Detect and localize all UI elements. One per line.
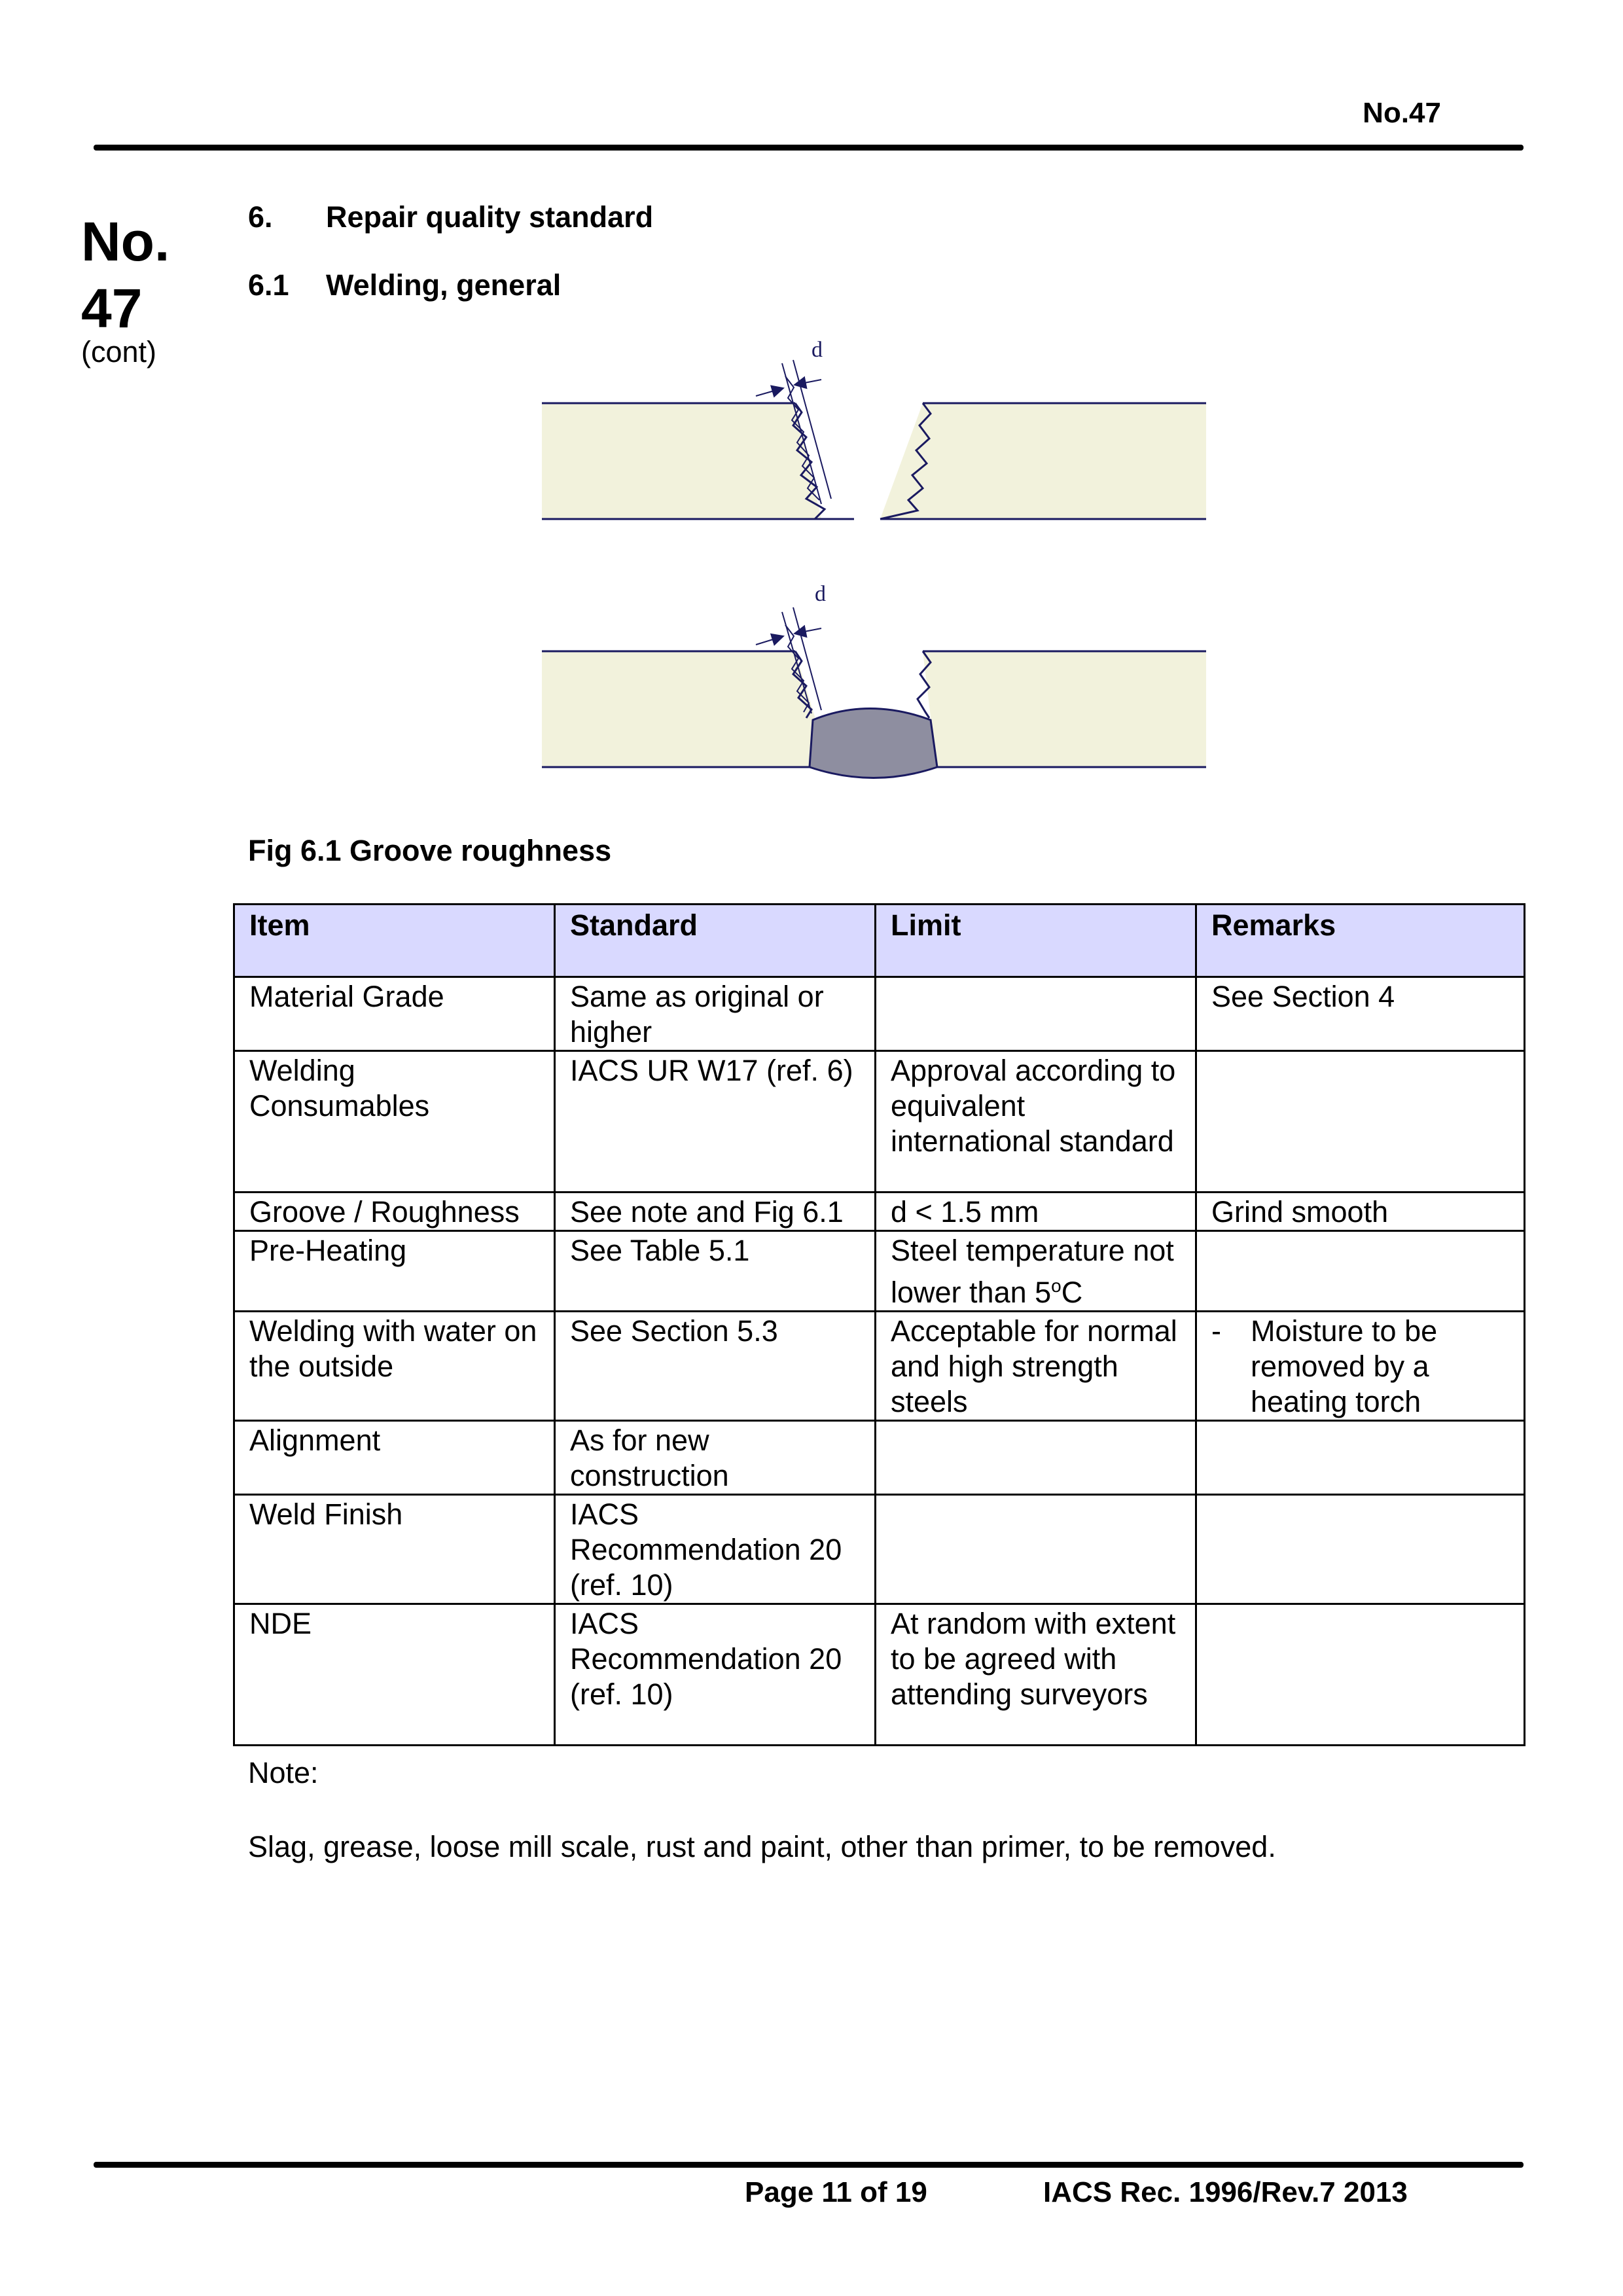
document-reference: IACS Rec. 1996/Rev.7 2013 xyxy=(1043,2176,1408,2208)
page-number: Page 11 of 19 xyxy=(745,2176,927,2208)
section-number: 6.1 xyxy=(248,268,289,302)
header-limit: Limit xyxy=(876,905,1196,977)
cell-remarks xyxy=(1196,1231,1525,1312)
cell-limit: d < 1.5 mm xyxy=(876,1193,1196,1231)
cell-remarks: See Section 4 xyxy=(1196,977,1525,1051)
groove-diagram-bottom xyxy=(542,582,1206,778)
cell-remarks xyxy=(1196,1495,1525,1604)
note-label: Note: xyxy=(248,1756,319,1789)
remarks-list-item xyxy=(1211,1314,1510,1420)
limit-unit: C xyxy=(1061,1276,1083,1309)
table-row xyxy=(234,1495,1525,1604)
cell-standard: Same as original or higher xyxy=(555,977,876,1051)
table-row xyxy=(234,977,1525,1051)
cell-standard: IACS UR W17 (ref. 6) xyxy=(555,1051,876,1193)
section-title: Repair quality standard xyxy=(326,200,654,234)
table-row xyxy=(234,1312,1525,1421)
cell-remarks xyxy=(1196,1604,1525,1746)
cell-remarks xyxy=(1196,1051,1525,1193)
section-number: 6. xyxy=(248,200,273,234)
cell-standard: See Section 5.3 xyxy=(555,1312,876,1421)
cell-item: Welding with water on the outside xyxy=(234,1312,555,1421)
cell-limit xyxy=(876,1421,1196,1495)
table-header-row xyxy=(234,905,1525,977)
list-dash: - xyxy=(1211,1314,1221,1348)
sidebar-no-label: No. xyxy=(81,211,170,272)
cell-remarks: Grind smooth xyxy=(1196,1193,1525,1231)
dimension-label-d: d xyxy=(812,338,823,362)
table-row xyxy=(234,1231,1525,1312)
cell-item: Pre-Heating xyxy=(234,1231,555,1312)
cell-remarks xyxy=(1196,1421,1525,1495)
section-title: Welding, general xyxy=(326,268,562,302)
groove-roughness-figure xyxy=(524,327,1217,792)
footer-rule xyxy=(94,2162,1524,2168)
cell-standard: IACS Recommendation 20 (ref. 10) xyxy=(555,1604,876,1746)
header-remarks: Remarks xyxy=(1196,905,1525,977)
remarks-text: Moisture to be removed by a heating torch xyxy=(1251,1314,1438,1418)
header-rule xyxy=(94,145,1524,151)
cell-item: Material Grade xyxy=(234,977,555,1051)
groove-diagram-top xyxy=(542,338,1206,519)
sidebar-number xyxy=(81,208,169,342)
cell-standard: As for new construction xyxy=(555,1421,876,1495)
table-row xyxy=(234,1421,1525,1495)
header-item: Item xyxy=(234,905,555,977)
sidebar-cont: (cont) xyxy=(81,335,157,368)
repair-quality-table xyxy=(233,903,1525,1746)
cell-limit xyxy=(876,1495,1196,1604)
cell-item: Groove / Roughness xyxy=(234,1193,555,1231)
sidebar-no-value: 47 xyxy=(81,278,143,339)
header-standard: Standard xyxy=(555,905,876,977)
cell-limit: Acceptable for normal and high strength steels xyxy=(876,1312,1196,1421)
cell-item: Alignment xyxy=(234,1421,555,1495)
cell-item: NDE xyxy=(234,1604,555,1746)
table-row xyxy=(234,1051,1525,1193)
limit-text: Steel temperature not lower than 5 xyxy=(891,1234,1174,1309)
note-text: Slag, grease, loose mill scale, rust and paint, other than primer, to be removed. xyxy=(248,1830,1276,1863)
table-row xyxy=(234,1604,1525,1746)
table-row xyxy=(234,1193,1525,1231)
cell-item: Welding Consumables xyxy=(234,1051,555,1193)
cell-remarks xyxy=(1196,1312,1525,1421)
dimension-label-d: d xyxy=(815,582,826,606)
cell-standard: See Table 5.1 xyxy=(555,1231,876,1312)
document-number: No.47 xyxy=(1363,97,1441,129)
cell-item: Weld Finish xyxy=(234,1495,555,1604)
degree-superscript: o xyxy=(1051,1276,1061,1296)
cell-standard: See note and Fig 6.1 xyxy=(555,1193,876,1231)
figure-caption: Fig 6.1 Groove roughness xyxy=(248,834,612,867)
cell-limit xyxy=(876,977,1196,1051)
cell-limit: At random with extent to be agreed with attending surveyors xyxy=(876,1604,1196,1746)
cell-limit: Approval according to equivalent international standard xyxy=(876,1051,1196,1193)
cell-limit xyxy=(876,1231,1196,1312)
cell-standard: IACS Recommendation 20 (ref. 10) xyxy=(555,1495,876,1604)
